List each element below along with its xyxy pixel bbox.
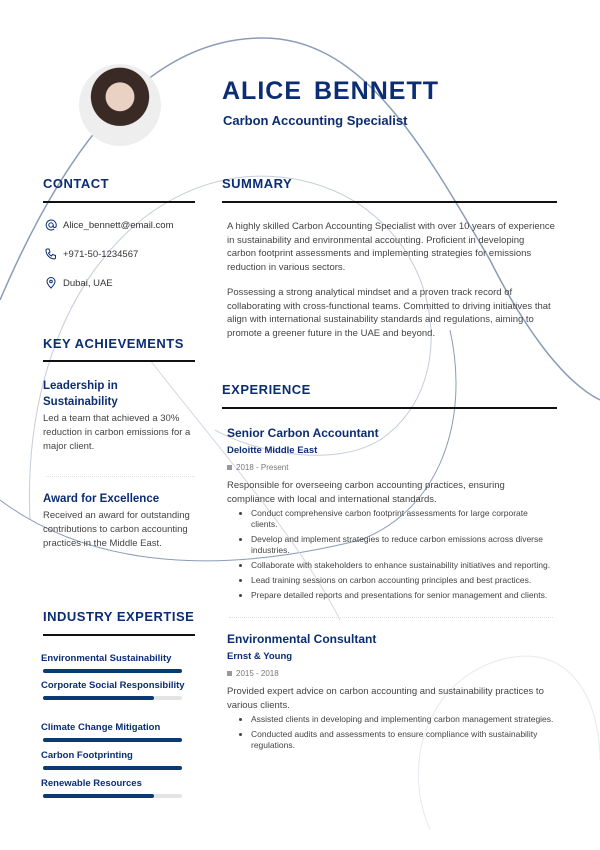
expertise-label: Corporate Social Responsibility xyxy=(41,680,185,691)
expertise-heading: INDUSTRY EXPERTISE xyxy=(43,609,195,624)
expertise-bar xyxy=(43,738,182,742)
job-description: Provided expert advice on carbon accounting and sustainability practices to various clients. xyxy=(227,686,544,711)
summary-paragraph: Possessing a strong analytical mindset and a proven track record of collaborating with cross-functional teams. Committed to driving initiatives that align with international sustainability standards and regulations, aiming to promote a greener future in the UAE and beyond. xyxy=(227,287,551,339)
job-company: Ernst & Young xyxy=(227,651,293,662)
expertise-label: Renewable Resources xyxy=(41,778,142,789)
at-icon xyxy=(45,219,57,231)
divider xyxy=(46,476,195,477)
achievement-desc: Led a team that achieved a 30% reduction in carbon emissions for a major client. xyxy=(43,413,191,452)
expertise-bar-fill xyxy=(43,794,154,798)
expertise-bar-fill xyxy=(43,669,182,673)
divider xyxy=(43,360,195,362)
expertise-item xyxy=(41,721,191,742)
job-bullet: • Collaborate with stakeholders to enhance sustainability initiatives and reporting. xyxy=(251,560,555,571)
achievement-desc: Received an award for outstanding contributions to carbon accounting practices in the Middle East. xyxy=(43,510,190,549)
expertise-bar-fill xyxy=(43,766,182,770)
job-dates xyxy=(227,669,555,679)
summary-section xyxy=(227,220,555,340)
phone-icon xyxy=(45,248,57,260)
expertise-bar xyxy=(43,669,182,673)
dates-text: 2018 - Present xyxy=(236,463,289,472)
expertise-item xyxy=(41,652,191,673)
job-bullets xyxy=(227,714,555,751)
expertise-bar xyxy=(43,766,182,770)
phone-text: +971-50-1234567 xyxy=(63,248,139,260)
expertise-bar xyxy=(43,794,182,798)
dates-text: 2015 - 2018 xyxy=(236,669,279,678)
expertise-label: Carbon Footprinting xyxy=(41,750,133,761)
job-bullet: • Assisted clients in developing and implementing carbon management strategies. xyxy=(251,714,555,725)
job-bullet: • Conducted audits and assessments to ensure compliance with sustainability regulations. xyxy=(251,729,555,751)
profile-photo xyxy=(79,64,161,146)
expertise-item xyxy=(41,777,191,798)
calendar-icon xyxy=(227,465,232,470)
divider xyxy=(229,617,553,618)
candidate-name: ALICE BENNETT xyxy=(222,77,439,105)
experience-list xyxy=(227,426,555,755)
experience-heading: EXPERIENCE xyxy=(222,382,311,397)
summary-paragraph: A highly skilled Carbon Accounting Specialist with over 10 years of experience in sustainability and environmental accounting. Proficient in developing carbon footprint assessments and implementing strategies for emissions reduction in various sectors. xyxy=(227,221,555,273)
candidate-title: Carbon Accounting Specialist xyxy=(223,113,408,128)
divider xyxy=(43,634,195,636)
expertise-bar xyxy=(43,696,182,700)
job-company: Deloitte Middle East xyxy=(227,445,318,456)
expertise-item xyxy=(41,679,191,700)
job-title: Environmental Consultant xyxy=(227,632,377,646)
location-text: Dubai, UAE xyxy=(63,277,113,289)
job-dates xyxy=(227,463,555,473)
expertise-label: Climate Change Mitigation xyxy=(41,722,161,733)
job-bullet: • Prepare detailed reports and presentations for senior management and clients. xyxy=(251,590,555,601)
job-bullet: • Lead training sessions on carbon accounting principles and best practices. xyxy=(251,575,555,586)
expertise-bar-fill xyxy=(43,738,182,742)
divider xyxy=(222,407,557,409)
email-text: Alice_bennett@email.com xyxy=(63,219,174,231)
job-description: Responsible for overseeing carbon accounting practices, ensuring compliance with local and international standards. xyxy=(227,480,505,505)
job-bullets xyxy=(227,508,555,601)
expertise-label: Environmental Sustainability xyxy=(41,653,172,664)
job-bullet: • Develop and implement strategies to reduce carbon emissions across diverse industries. xyxy=(251,534,555,556)
location-pin-icon xyxy=(45,277,57,289)
contact-email[interactable] xyxy=(45,219,174,231)
achievements-list xyxy=(43,378,198,551)
calendar-icon xyxy=(227,671,232,676)
achievement-title: Leadership in Sustainability xyxy=(43,380,118,408)
summary-heading: SUMMARY xyxy=(222,176,293,191)
expertise-item xyxy=(41,749,191,770)
job-title: Senior Carbon Accountant xyxy=(227,426,379,440)
achievements-heading: KEY ACHIEVEMENTS xyxy=(43,336,184,351)
job-bullet: • Conduct comprehensive carbon footprint assessments for large corporate clients. xyxy=(251,508,555,530)
divider xyxy=(222,201,557,203)
contact-heading: CONTACT xyxy=(43,176,110,191)
contact-phone[interactable] xyxy=(45,248,138,260)
expertise-bar-fill xyxy=(43,696,154,700)
divider xyxy=(43,201,195,203)
contact-location xyxy=(45,277,113,289)
achievement-title: Award for Excellence xyxy=(43,493,160,505)
